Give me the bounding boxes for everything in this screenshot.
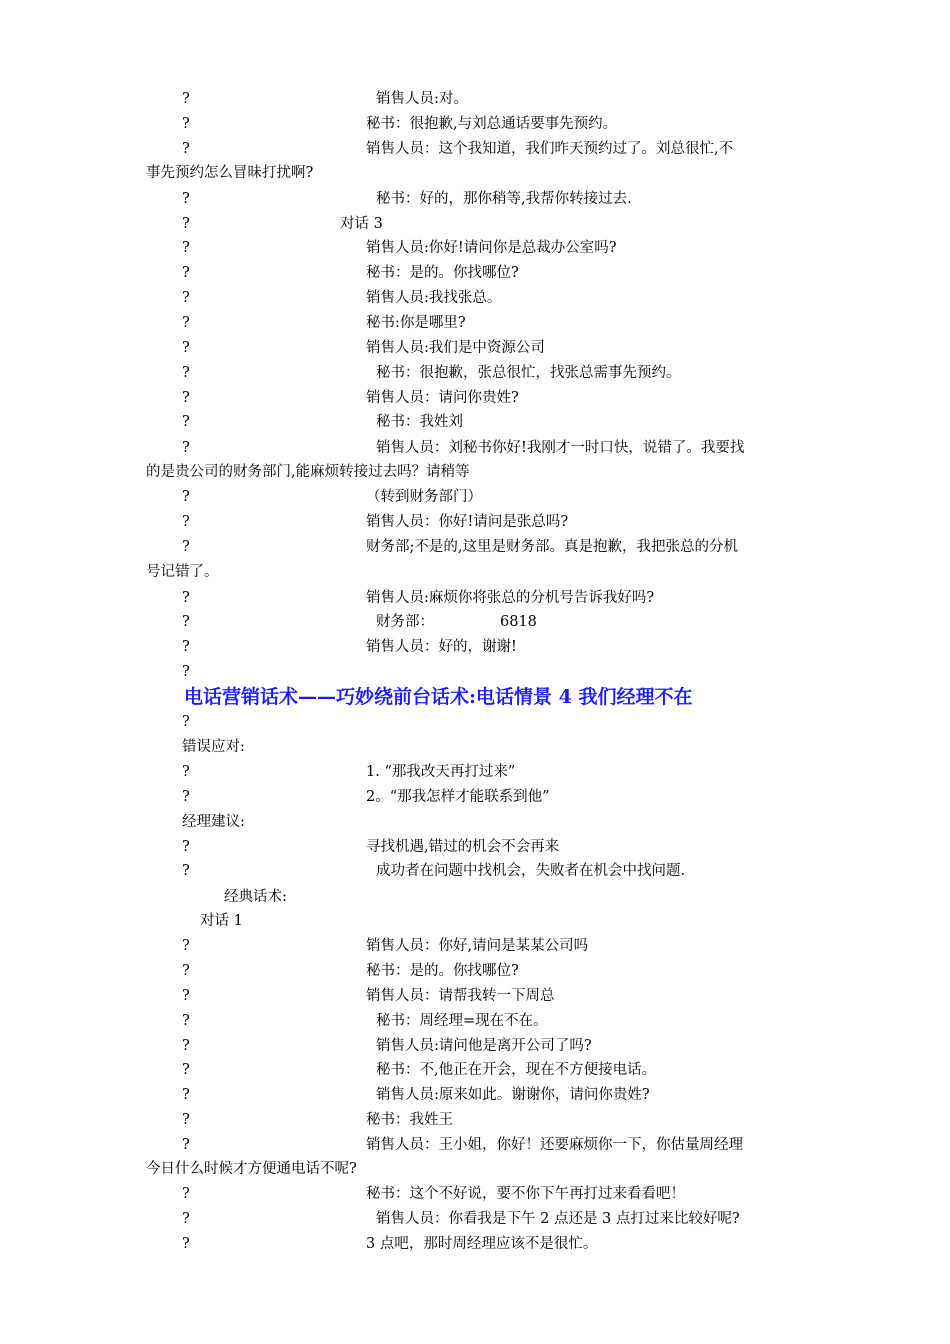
bullet-marker: ? bbox=[182, 340, 190, 356]
manager-advice-label: 经理建议: bbox=[182, 814, 245, 830]
bullet-marker: ? bbox=[182, 863, 190, 879]
bullet-marker: ? bbox=[182, 539, 190, 555]
bullet-marker: ? bbox=[182, 216, 190, 232]
bullet-marker: ? bbox=[182, 290, 190, 306]
dialog-line: 销售人员:对。 bbox=[376, 91, 468, 107]
bullet-marker: ? bbox=[182, 240, 190, 256]
dialog-line: 秘书：我姓王 bbox=[366, 1112, 453, 1128]
dialog-line-continuation: 事先预约怎么冒昧打扰啊? bbox=[146, 165, 314, 181]
bullet-marker: ? bbox=[182, 1013, 190, 1029]
bullet-marker: ? bbox=[182, 988, 190, 1004]
dialog-line: 秘书：很抱歉,与刘总通话要事先预约。 bbox=[366, 116, 618, 132]
dialog-line: 秘书：很抱歉，张总很忙，找张总需事先预约。 bbox=[376, 365, 681, 381]
dialog-line: 秘书：不,他正在开会，现在不方便接电话。 bbox=[376, 1062, 657, 1078]
bullet-marker: ? bbox=[182, 764, 190, 780]
dialog-line-continuation: 号记错了。 bbox=[146, 564, 219, 580]
dialog-line: 秘书：我姓刘 bbox=[376, 414, 463, 430]
wrong-response-label: 错误应对: bbox=[182, 739, 245, 755]
bullet-marker: ? bbox=[182, 963, 190, 979]
bullet-marker: ? bbox=[182, 315, 190, 331]
dialog-line: 销售人员:麻烦你将张总的分机号告诉我好吗? bbox=[366, 590, 655, 606]
dialog-line: 销售人员：请帮我转一下周总 bbox=[366, 988, 555, 1004]
bullet-marker: ? bbox=[182, 265, 190, 281]
dialog-line: 财务部： bbox=[376, 614, 434, 630]
bullet-marker: ? bbox=[182, 1087, 190, 1103]
bullet-marker: ? bbox=[182, 1186, 190, 1202]
dialog-line: 秘书：是的。你找哪位? bbox=[366, 265, 519, 281]
dialog-line: 秘书：好的，那你稍等,我帮你转接过去. bbox=[376, 191, 632, 207]
dialog-line: 销售人员：请问你贵姓? bbox=[366, 390, 519, 406]
dialog-line-continuation: 今日什么时候才方便通电话不呢? bbox=[146, 1161, 357, 1177]
dialog-line: 销售人员：这个我知道，我们昨天预约过了。刘总很忙,不 bbox=[366, 141, 734, 157]
extension-number: 6818 bbox=[500, 614, 537, 630]
dialog-line: 秘书：周经理=现在不在。 bbox=[376, 1013, 548, 1029]
dialog-line: 秘书:你是哪里? bbox=[366, 315, 466, 331]
bullet-marker: ? bbox=[182, 489, 190, 505]
dialog-line: 销售人员:我找张总。 bbox=[366, 290, 502, 306]
classic-script-label: 经典话术: bbox=[224, 889, 287, 905]
dialog-line: 销售人员：你好!请问是张总吗? bbox=[366, 514, 569, 530]
bullet-marker: ? bbox=[182, 614, 190, 630]
bullet-marker: ? bbox=[182, 639, 190, 655]
dialog-line-continuation: 的是贵公司的财务部门,能麻烦转接过去吗？请稍等 bbox=[146, 464, 470, 480]
dialog-line: 财务部;不是的,这里是财务部。真是抱歉，我把张总的分机 bbox=[366, 539, 738, 555]
bullet-marker: ? bbox=[182, 91, 190, 107]
dialog-line: 销售人员：刘秘书你好!我刚才一时口快，说错了。我要找 bbox=[376, 440, 745, 456]
bullet-marker: ? bbox=[182, 191, 190, 207]
dialog-line: 销售人员:原来如此。谢谢你，请问你贵姓? bbox=[376, 1087, 650, 1103]
dialog-line: （转到财务部门） bbox=[366, 489, 482, 505]
bullet-marker: ? bbox=[182, 365, 190, 381]
advice-item: 寻找机遇,错过的机会不会再来 bbox=[366, 839, 560, 855]
bullet-marker: ? bbox=[182, 1236, 190, 1252]
dialog-line: 销售人员：王小姐，你好！还要麻烦你一下，你估量周经理 bbox=[366, 1137, 743, 1153]
dialog-line: 销售人员：你看我是下午 2 点还是 3 点打过来比较好呢? bbox=[376, 1211, 740, 1227]
bullet-marker: ? bbox=[182, 390, 190, 406]
bullet-marker: ? bbox=[182, 1211, 190, 1227]
bullet-marker: ? bbox=[182, 440, 190, 456]
wrong-response-item: 2。“那我怎样才能联系到他” bbox=[366, 789, 550, 805]
bullet-marker: ? bbox=[182, 714, 190, 730]
dialog-title: 对话 1 bbox=[200, 913, 243, 929]
wrong-response-item: 1. “那我改天再打过来” bbox=[366, 764, 516, 780]
bullet-marker: ? bbox=[182, 664, 190, 680]
bullet-marker: ? bbox=[182, 116, 190, 132]
dialog-line: 销售人员:请问他是离开公司了吗? bbox=[376, 1038, 592, 1054]
bullet-marker: ? bbox=[182, 1038, 190, 1054]
dialog-line: 秘书：是的。你找哪位? bbox=[366, 963, 519, 979]
dialog-title: 对话 3 bbox=[340, 216, 383, 232]
bullet-marker: ? bbox=[182, 141, 190, 157]
dialog-line: 3 点吧，那时周经理应该不是很忙。 bbox=[366, 1236, 598, 1252]
bullet-marker: ? bbox=[182, 1062, 190, 1078]
dialog-line: 销售人员:我们是中资源公司 bbox=[366, 340, 545, 356]
bullet-marker: ? bbox=[182, 1137, 190, 1153]
dialog-line: 秘书：这个不好说，要不你下午再打过来看看吧！ bbox=[366, 1186, 685, 1202]
bullet-marker: ? bbox=[182, 839, 190, 855]
section-heading: 电话营销话术——巧妙绕前台话术:电话情景 4 我们经理不在 bbox=[184, 686, 693, 708]
dialog-line: 销售人员：好的，谢谢! bbox=[366, 639, 517, 655]
dialog-line: 销售人员：你好,请问是某某公司吗 bbox=[366, 938, 589, 954]
bullet-marker: ? bbox=[182, 789, 190, 805]
bullet-marker: ? bbox=[182, 938, 190, 954]
bullet-marker: ? bbox=[182, 1112, 190, 1128]
bullet-marker: ? bbox=[182, 414, 190, 430]
bullet-marker: ? bbox=[182, 514, 190, 530]
advice-item: 成功者在问题中找机会，失败者在机会中找问题. bbox=[376, 863, 686, 879]
bullet-marker: ? bbox=[182, 590, 190, 606]
dialog-line: 销售人员:你好!请问你是总裁办公室吗? bbox=[366, 240, 617, 256]
